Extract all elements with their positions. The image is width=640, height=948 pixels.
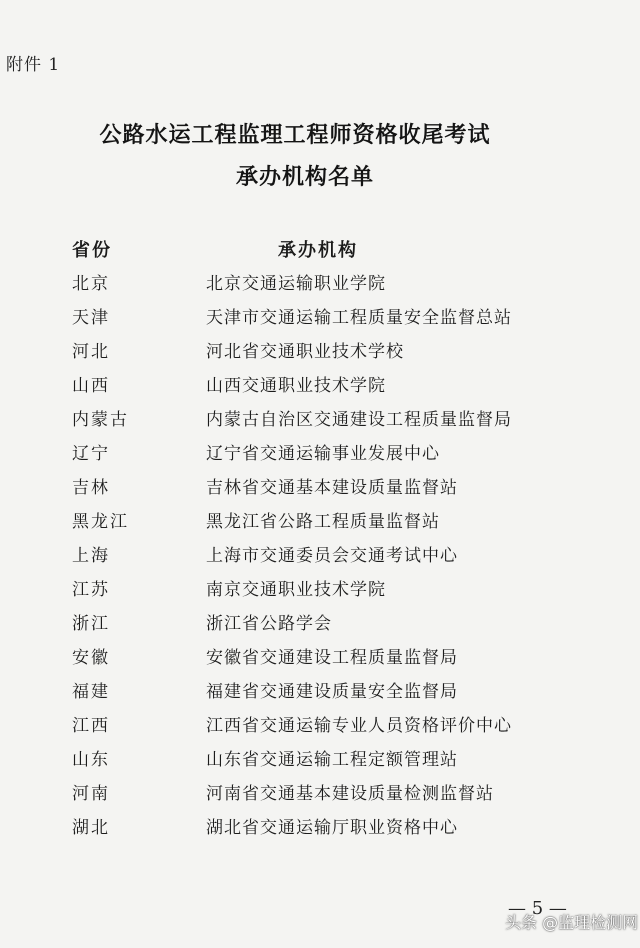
table-row (0, 707, 640, 741)
organization-cell: 福建省交通建设质量安全监督局 (206, 682, 458, 702)
table-row (0, 741, 640, 775)
province-cell: 江西 (72, 716, 110, 736)
table-header (0, 236, 640, 260)
organization-cell: 江西省交通运输专业人员资格评价中心 (206, 716, 512, 736)
table-row (0, 639, 640, 673)
watermark: 头条 @监理检测网 (505, 913, 639, 932)
table-row (0, 469, 640, 503)
attachment-label: 附件 1 (6, 55, 61, 75)
province-cell: 河北 (72, 342, 110, 362)
table-row (0, 435, 640, 469)
organization-cell: 上海市交通委员会交通考试中心 (206, 546, 458, 566)
table-row (0, 367, 640, 401)
column-header-organization: 承办机构 (278, 240, 358, 261)
province-cell: 吉林 (72, 478, 110, 498)
column-header-province: 省份 (72, 240, 112, 261)
organization-cell: 浙江省公路学会 (206, 614, 332, 634)
province-cell: 湖北 (72, 818, 110, 838)
table-row (0, 605, 640, 639)
document-title-line1: 公路水运工程监理工程师资格收尾考试 (99, 123, 491, 148)
table-row (0, 809, 640, 843)
organization-cell: 内蒙古自治区交通建设工程质量监督局 (206, 410, 512, 430)
table-row (0, 401, 640, 435)
table-row (0, 673, 640, 707)
province-cell: 北京 (72, 274, 110, 294)
province-cell: 辽宁 (72, 444, 110, 464)
province-cell: 江苏 (72, 580, 110, 600)
province-cell: 内蒙古 (72, 410, 129, 430)
organization-table (0, 265, 640, 843)
document-title-line2: 承办机构名单 (235, 165, 374, 190)
page-number: — 5 — (508, 898, 567, 919)
table-row (0, 503, 640, 537)
province-cell: 天津 (72, 308, 110, 328)
province-cell: 山东 (72, 750, 110, 770)
province-cell: 安徽 (72, 648, 110, 668)
province-cell: 山西 (72, 376, 110, 396)
organization-cell: 山东省交通运输工程定额管理站 (206, 750, 458, 770)
organization-cell: 河北省交通职业技术学校 (206, 342, 404, 362)
organization-cell: 湖北省交通运输厅职业资格中心 (206, 818, 458, 838)
table-row (0, 299, 640, 333)
table-row (0, 775, 640, 809)
table-row (0, 571, 640, 605)
organization-cell: 吉林省交通基本建设质量监督站 (206, 478, 458, 498)
organization-cell: 安徽省交通建设工程质量监督局 (206, 648, 458, 668)
organization-cell: 山西交通职业技术学院 (206, 376, 386, 396)
organization-cell: 北京交通运输职业学院 (206, 274, 386, 294)
organization-cell: 黑龙江省公路工程质量监督站 (206, 512, 440, 532)
organization-cell: 河南省交通基本建设质量检测监督站 (206, 784, 494, 804)
organization-cell: 南京交通职业技术学院 (206, 580, 386, 600)
province-cell: 河南 (72, 784, 110, 804)
organization-cell: 天津市交通运输工程质量安全监督总站 (206, 308, 512, 328)
province-cell: 黑龙江 (72, 512, 129, 532)
organization-cell: 辽宁省交通运输事业发展中心 (206, 444, 440, 464)
province-cell: 上海 (72, 546, 110, 566)
table-row (0, 537, 640, 571)
province-cell: 福建 (72, 682, 110, 702)
table-row (0, 265, 640, 299)
province-cell: 浙江 (72, 614, 110, 634)
table-row (0, 333, 640, 367)
